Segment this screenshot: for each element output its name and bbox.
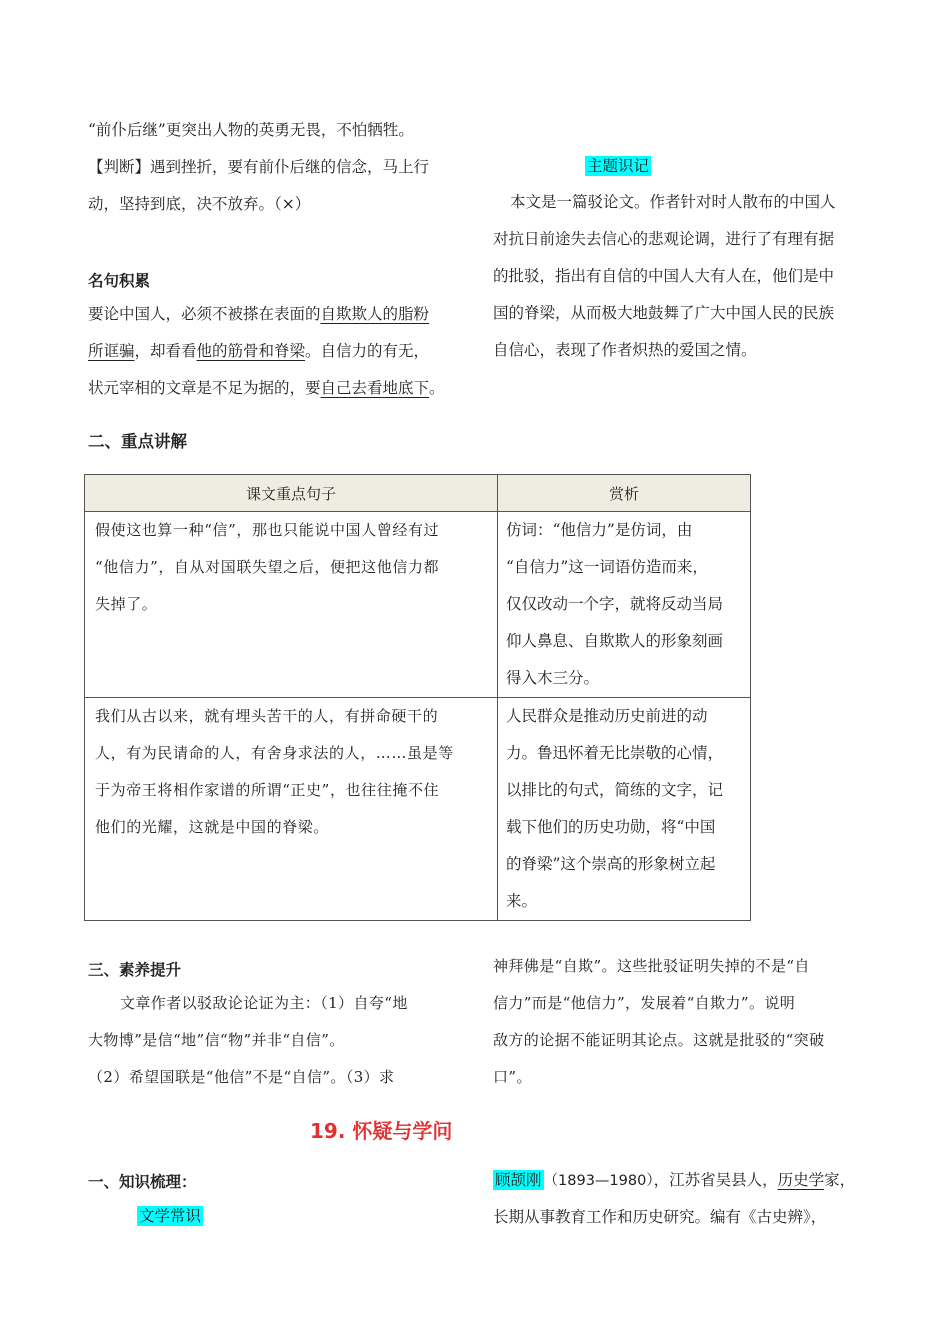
quote-line (88, 370, 445, 407)
quote-line (88, 333, 429, 370)
literacy-line: 信力”而是“他信力”，发展着“自欺力”。说明 (493, 994, 796, 1012)
author-name: 顾颉刚 (495, 1171, 542, 1189)
theme-line: 本文是一篇驳论文。作者针对时人散布的中国人 (510, 193, 836, 211)
theme-label (585, 148, 651, 185)
judgement-text: 遇到挫折，要有前仆后继的信念，马上行 (150, 158, 430, 176)
quote-text: 状元宰相的文章是不足为据的，要 (88, 379, 321, 397)
author-text: 家， (824, 1171, 856, 1189)
cell-line: “他信力”，自从对国联失望之后，便把这他信力都 (95, 558, 440, 576)
section-heading: 一、知识梳理： (88, 1173, 197, 1191)
sentence-cell (85, 698, 498, 921)
theme-line: 的批驳，指出有自信的中国人大有人在，他们是中 (493, 267, 835, 285)
cell-line: 来。 (506, 892, 538, 910)
cell-line: 人民群众是推动历史前进的动 (506, 707, 708, 725)
cell-line: 仿词：“他信力”是仿词，由 (506, 521, 693, 539)
paragraph-line: “前仆后继”更突出人物的英勇无畏，不怕牺牲。 (88, 121, 414, 139)
author-years: （1893—1980） (543, 1173, 654, 1189)
quote-text: 要论中国人，必须不被搽在表面的 (88, 305, 321, 323)
literacy-line: 神拜佛是“自欺”。这些批驳证明失掉的不是“自 (493, 957, 810, 975)
author-line: 长期从事教育工作和历史研究。编有《古史辨》， (493, 1208, 827, 1226)
cell-line: 我们从古以来，就有埋头苦干的人，有拼命硬干的 (95, 707, 439, 725)
cell-line: 人，有为民请命的人，有舍身求法的人，……虽是等 (95, 744, 454, 762)
key-sentence-table (84, 474, 751, 921)
cell-line: “自信力”这一词语仿造而来， (506, 558, 708, 576)
quote-line (88, 296, 429, 333)
quote-heading: 名句积累 (88, 272, 151, 290)
sentence-cell (85, 512, 498, 698)
quote-underlined: 自己去看地底下 (320, 379, 430, 397)
cell-line: 力。鲁迅怀着无比崇敬的心情， (506, 744, 724, 762)
table-header-row (85, 475, 751, 512)
cell-line: 假使这也算一种“信”，那也只能说中国人曾经有过 (95, 521, 440, 539)
theme-line: 国的脊梁，从而极大地鼓舞了广大中国人民的民族 (493, 304, 835, 322)
table-row (85, 698, 751, 921)
section-heading: 二、重点讲解 (88, 432, 187, 451)
author-underlined: 历史学 (777, 1171, 825, 1189)
quote-underlined: 他的筋骨和脊梁 (196, 342, 306, 360)
table-header-analysis: 赏析 (498, 475, 751, 512)
table-header-sentence: 课文重点句子 (85, 475, 498, 512)
quote-text: 。 (429, 379, 445, 397)
judgement-line (88, 149, 429, 186)
author-text: ，江苏省吴县人， (653, 1171, 778, 1189)
judgement-bracket: 【判断】 (88, 158, 151, 176)
lesson-title: 19. 怀疑与学问 (310, 1119, 453, 1143)
quote-underlined: 自欺欺人的脂粉 (320, 305, 430, 323)
literature-label (137, 1198, 203, 1235)
literature-label-highlight: 文学常识 (139, 1207, 202, 1225)
section-heading: 三、素养提升 (88, 961, 182, 979)
quote-text: ，却看看 (134, 342, 197, 360)
quote-text: 。自信力的有无， (305, 342, 430, 360)
literacy-line: 大物博”是信“地”信“物”并非“自信”。 (88, 1031, 345, 1049)
cell-line: 失掉了。 (95, 595, 158, 613)
paragraph-line: 动，坚持到底，决不放弃。（×） (88, 195, 311, 213)
cell-line: 的脊梁”这个崇高的形象树立起 (506, 855, 716, 873)
author-line (493, 1162, 855, 1200)
theme-line: 对抗日前途失去信心的悲观论调，进行了有理有据 (493, 230, 835, 248)
theme-line: 自信心，表现了作者炽热的爱国之情。 (493, 341, 757, 359)
cell-line: 以排比的句式，简练的文字，记 (506, 781, 724, 799)
cell-line: 载下他们的历史功勋，将“中国 (506, 818, 716, 836)
literacy-line: （2）希望国联是“他信”不是“自信”。（3）求 (88, 1068, 395, 1086)
literacy-line: 口”。 (493, 1068, 532, 1086)
cell-line: 仰人鼻息、自欺欺人的形象刻画 (506, 632, 724, 650)
literacy-line: 文章作者以驳敌论论证为主：（1）自夸“地 (120, 994, 408, 1012)
quote-underlined: 所诓骗 (88, 342, 135, 360)
literacy-line: 敌方的论据不能证明其论点。这就是批驳的“突破 (493, 1031, 825, 1049)
analysis-cell (498, 512, 751, 698)
analysis-cell (498, 698, 751, 921)
cell-line: 仅仅改动一个字，就将反动当局 (506, 595, 724, 613)
cell-line: 得入木三分。 (506, 669, 600, 687)
cell-line: 于为帝王将相作家谱的所谓“正史”，也往往掩不住 (95, 781, 440, 799)
table-row (85, 512, 751, 698)
theme-label-highlight: 主题识记 (587, 157, 650, 175)
cell-line: 他们的光耀，这就是中国的脊梁。 (95, 818, 330, 836)
